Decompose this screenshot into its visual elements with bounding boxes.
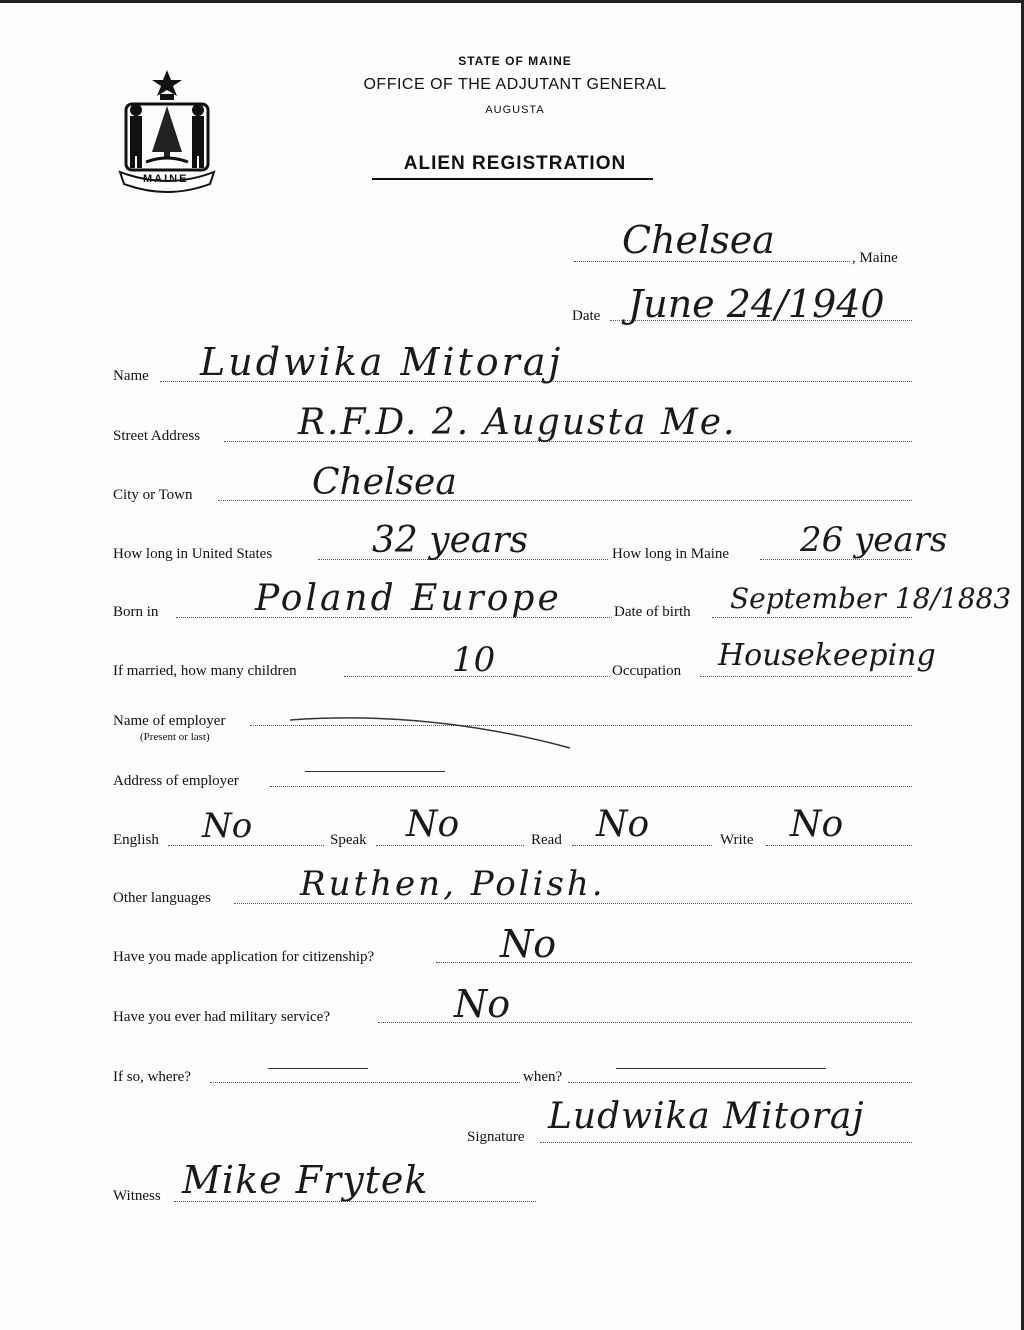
employer-address-line	[270, 786, 912, 787]
employer-label: Name of employer	[113, 713, 226, 729]
signature-value: Ludwika Mitoraj	[548, 1096, 865, 1137]
when-label: when?	[523, 1069, 563, 1085]
date-label: Date	[572, 308, 601, 324]
where-label: If so, where?	[113, 1069, 191, 1085]
speak-label: Speak	[330, 832, 367, 848]
citizenship-label: Have you made application for citizenship?	[113, 949, 375, 965]
date-value: June 24/1940	[628, 282, 885, 326]
read-value: No	[596, 804, 650, 845]
where-line	[210, 1082, 520, 1083]
born-in-value: Poland Europe	[255, 578, 562, 619]
witness-value: Mike Frytek	[182, 1158, 429, 1202]
where-dash-stroke	[268, 1068, 368, 1069]
header-state: STATE OF MAINE	[458, 54, 572, 68]
seal-banner-text: MAINE	[143, 173, 189, 185]
city-town-label: City or Town	[113, 487, 193, 503]
employer-address-label: Address of employer	[113, 773, 239, 789]
occupation-line	[700, 676, 912, 677]
when-line	[568, 1082, 912, 1083]
how-long-us-label: How long in United States	[113, 546, 273, 562]
children-label: If married, how many children	[113, 663, 297, 679]
name-value: Ludwika Mitoraj	[200, 340, 564, 384]
header-office: OFFICE OF THE ADJUTANT GENERAL	[363, 76, 667, 93]
city-town-value: Chelsea	[312, 462, 457, 503]
signature-line	[540, 1142, 912, 1143]
header-city: AUGUSTA	[485, 104, 545, 116]
occupation-value: Housekeeping	[718, 638, 936, 673]
english-label: English	[113, 832, 159, 848]
write-label: Write	[720, 832, 754, 848]
english-value: No	[202, 806, 253, 846]
read-label: Read	[531, 832, 562, 848]
date-of-birth-label: Date of birth	[614, 604, 691, 620]
military-value: No	[454, 982, 511, 1026]
title-underline	[372, 178, 653, 180]
when-dash-stroke	[616, 1068, 826, 1069]
date-of-birth-value: September 18/1883	[730, 582, 1012, 615]
born-in-label: Born in	[113, 604, 159, 620]
speak-value: No	[406, 804, 460, 845]
other-languages-label: Other languages	[113, 890, 211, 906]
signature-label: Signature	[467, 1129, 525, 1145]
read-line	[572, 845, 712, 846]
town-value: Chelsea	[622, 218, 775, 262]
name-label: Name	[113, 368, 149, 384]
employer-sub-label: (Present or last)	[140, 731, 210, 743]
write-value: No	[790, 804, 844, 845]
how-long-maine-value: 26 years	[800, 520, 948, 560]
speak-line	[376, 845, 524, 846]
witness-label: Witness	[113, 1188, 161, 1204]
occupation-label: Occupation	[612, 663, 682, 679]
other-languages-value: Ruthen, Polish.	[300, 864, 606, 904]
form-title: ALIEN REGISTRATION	[403, 153, 627, 174]
employer-dash-stroke	[280, 710, 580, 755]
maine-label: , Maine	[852, 250, 898, 266]
street-address-value: R.F.D. 2. Augusta Me.	[298, 402, 737, 443]
employer-address-dash-stroke	[305, 771, 445, 772]
children-value: 10	[452, 640, 496, 680]
street-address-label: Street Address	[113, 428, 201, 444]
how-long-us-value: 32 years	[372, 520, 529, 561]
scan-border-top	[0, 0, 1024, 3]
military-label: Have you ever had military service?	[113, 1009, 330, 1025]
date-of-birth-line	[712, 617, 912, 618]
write-line	[766, 845, 912, 846]
citizenship-value: No	[500, 922, 557, 966]
how-long-maine-label: How long in Maine	[612, 546, 730, 562]
